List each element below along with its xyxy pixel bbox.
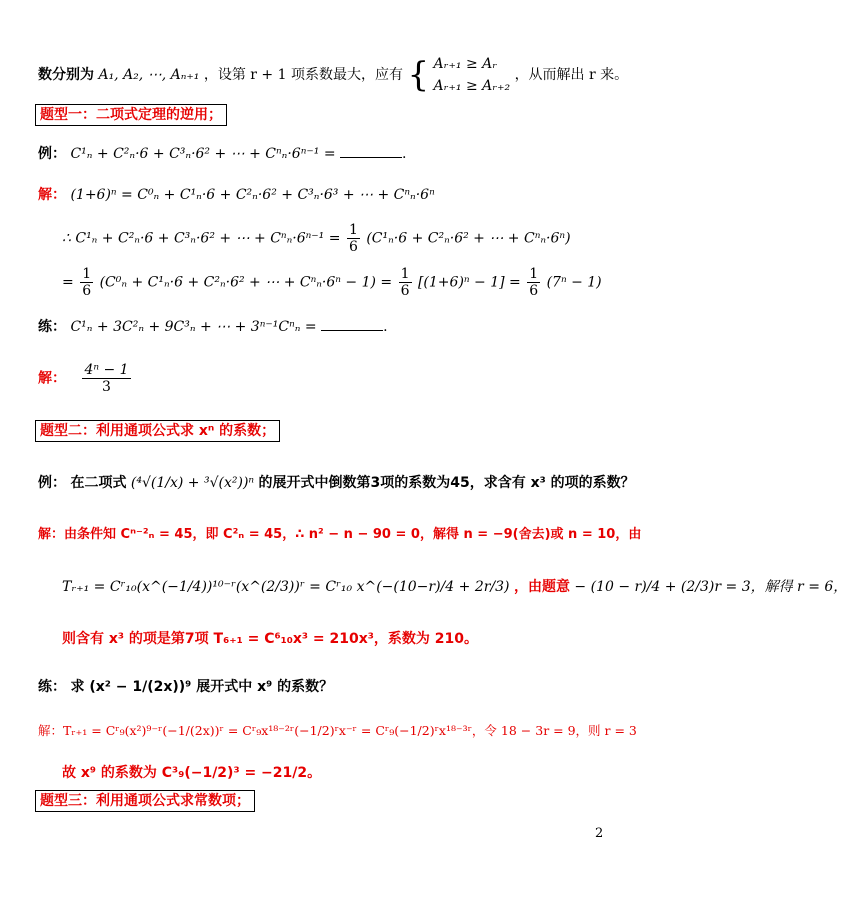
example2-expr: (⁴√(1/x) + ³√(x²))ⁿ: [130, 475, 255, 491]
practice2-solution2: 故 x⁹ 的系数为 C³₉(−1/2)³ = −21/2。: [62, 765, 322, 781]
fraction-one-sixth-b: $\frac{1}{6}$: [400, 266, 410, 299]
practice1-label: 练：: [38, 319, 66, 335]
practice2-label: 练：: [38, 679, 66, 695]
solution1-expr1: (1+6)ⁿ = C⁰ₙ + C¹ₙ·6 + C²ₙ·6² + C³ₙ·6³ + ⋯ + Cⁿₙ·6ⁿ: [70, 187, 435, 203]
inequality-system: [434, 53, 511, 97]
system-brace: {: [407, 55, 430, 95]
answer-blank: [340, 145, 402, 158]
fraction-one-sixth: $\frac{1}{6}$: [348, 222, 358, 255]
solution2-line3: 则含有 x³ 的项是第7项 T₆₊₁ = C⁶₁₀x³ = 210x³，系数为 210。: [62, 631, 479, 647]
practice-blank: [321, 318, 383, 331]
solution1-expr2-left: ∴ C¹ₙ + C²ₙ·6 + C³ₙ·6² + ⋯ + Cⁿₙ·6ⁿ⁻¹ =: [62, 230, 341, 247]
practice1-answer-label: 解：: [38, 370, 66, 387]
solution1-line2: [62, 222, 571, 255]
example2-line: [38, 474, 635, 492]
solution2-line1: 解：由条件知 Cⁿ⁻²ₙ = 45，即 C²ₙ = 45，∴ n² − n − 90 = 0，解得 n = −9(舍去)或 n = 10，由: [38, 527, 642, 542]
solution2-line2: [62, 578, 847, 596]
solution1-label: 解：: [38, 187, 66, 203]
practice2-solution1: 解：Tᵣ₊₁ = Cʳ₉(x²)⁹⁻ʳ(−1/(2x))ʳ = Cʳ₉x¹⁸⁻²ʳ(−1/2)ʳx⁻ʳ = Cʳ₉(−1/2)ʳx¹⁸⁻³ʳ，令 18 − 3r = 9，则 r = 3: [38, 723, 637, 738]
example2-label: 例：: [38, 475, 66, 491]
solution2-by-condition: ，由题意: [513, 579, 570, 595]
practice1-answer: [38, 362, 133, 395]
fraction-one-sixth-c: $\frac{1}{6}$: [529, 266, 539, 299]
intro-vars: A₁, A₂, ⋯, Aₙ₊₁: [98, 67, 200, 83]
solution1-expr3b: [(1+6)ⁿ − 1] =: [417, 274, 521, 291]
inequality-1: Aᵣ₊₁ ≥ Aᵣ: [433, 56, 498, 72]
example2-text-b: 的展开式中倒数第3项的系数为45，求含有 x³ 的项的系数？: [258, 475, 635, 491]
practice2-line: [38, 678, 333, 696]
intro-prefix: 数分别为: [38, 67, 94, 83]
inequality-2: Aᵣ₊₁ ≥ Aᵣ₊₂: [433, 78, 511, 94]
section1-title: 题型一：二项式定理的逆用；: [35, 104, 227, 126]
example1-line: 例： C¹ₙ + C²ₙ·6 + C³ₙ·6² + ⋯ + Cⁿₙ·6ⁿ⁻¹ = .: [38, 146, 407, 162]
practice1-expr: C¹ₙ + 3C²ₙ + 9C³ₙ + ⋯ + 3ⁿ⁻¹Cⁿₙ =: [70, 319, 317, 335]
page-number: 2: [595, 826, 604, 841]
intro-middle: ，设第 r + 1 项系数最大，应有: [203, 67, 403, 83]
solution2-equation: − (10 − r)/4 + (2/3)r = 3，解得 r = 6，: [574, 579, 847, 595]
intro-suffix: ，从而解出 r 来。: [514, 67, 629, 83]
practice2-text: 求 (x² − 1/(2x))⁹ 展开式中 x⁹ 的系数？: [70, 679, 334, 695]
solution1-line1: [38, 186, 435, 204]
section3-title: 题型三：利用通项公式求常数项；: [35, 790, 255, 812]
solution1-line3: = $\frac{1}{6}$ (C⁰ₙ + C¹ₙ·6 + C²ₙ·6² + ⋯ + Cⁿₙ·6ⁿ − 1) = $\frac{1}{6}$ [(1+6)ⁿ − 1] = $\frac{1}{6}$ (7ⁿ − 1): [62, 266, 602, 299]
example2-text-a: 在二项式: [70, 475, 127, 491]
example1-label: 例：: [38, 146, 66, 162]
fraction-one-sixth-a: $\frac{1}{6}$: [82, 266, 92, 299]
solution1-expr3a: (C⁰ₙ + C¹ₙ·6 + C²ₙ·6² + ⋯ + Cⁿₙ·6ⁿ − 1) =: [99, 274, 393, 291]
section2-title: 题型二：利用通项公式求 xⁿ 的系数；: [35, 420, 280, 442]
general-term-expr: Tᵣ₊₁ = Cʳ₁₀(x^(−1/4))¹⁰⁻ʳ(x^(2/3))ʳ = Cʳ₁₀ x^(−(10−r)/4 + 2r/3): [62, 579, 510, 595]
solution1-expr3c: (7ⁿ − 1): [546, 274, 602, 291]
practice1-line: 练： C¹ₙ + 3C²ₙ + 9C³ₙ + ⋯ + 3ⁿ⁻¹Cⁿₙ = .: [38, 319, 388, 335]
practice1-answer-fraction: $\frac{\text{4ⁿ − 1}}{3}$: [84, 362, 129, 395]
solution1-expr2-right: (C¹ₙ·6 + C²ₙ·6² + ⋯ + Cⁿₙ·6ⁿ): [366, 230, 571, 247]
intro-line: [38, 53, 628, 97]
example1-expr: C¹ₙ + C²ₙ·6 + C³ₙ·6² + ⋯ + Cⁿₙ·6ⁿ⁻¹ =: [70, 146, 336, 162]
